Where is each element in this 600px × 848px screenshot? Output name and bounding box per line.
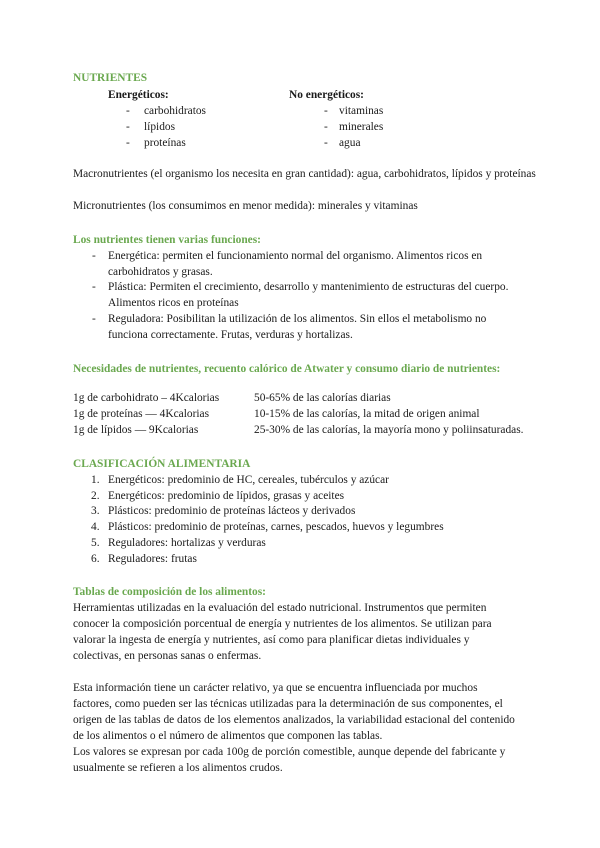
section-title-funciones: Los nutrientes tienen varias funciones: xyxy=(73,234,261,246)
section-title-tablas: Tablas de composición de los alimentos: xyxy=(73,586,266,598)
bullet: - xyxy=(92,313,96,325)
atwater-row-left: 1g de carbohidrato – 4Kcalorias xyxy=(73,392,220,404)
clasificacion-item: Plásticos: predominio de proteínas lácteos y derivados xyxy=(108,505,356,517)
funcion-item-line: Reguladora: Posibilitan la utilización de los alimentos. Sin ellos el metabolismo no xyxy=(108,313,487,325)
clasificacion-item: Energéticos: predominio de lípidos, grasas y aceites xyxy=(108,490,345,502)
list-number: 5. xyxy=(91,537,100,549)
list-number: 6. xyxy=(91,553,100,565)
list-item-no-energetico: vitaminas xyxy=(339,105,384,117)
funcion-item-line: funciona correctamente. Frutas, verduras y hortalizas. xyxy=(108,329,353,341)
paragraph-line: Esta información tiene un carácter relativo, ya que se encuentra influenciada por muchos xyxy=(73,682,478,694)
atwater-row-right: 10-15% de las calorías, la mitad de origen animal xyxy=(254,408,480,420)
no-energeticos-heading: No energéticos: xyxy=(289,89,364,101)
paragraph-line: conocer la composición porcentual de energía y nutrientes de los alimentos. Se utilizan para xyxy=(73,618,492,630)
paragraph-line: Los valores se expresan por cada 100g de porción comestible, aunque depende del fabricante y xyxy=(73,746,506,758)
bullet: - xyxy=(126,137,130,149)
paragraph-line: valorar la ingesta de energía y nutrientes, así como para planificar dietas individuales y xyxy=(73,634,470,646)
macronutrientes-text: Macronutrientes (el organismo los necesita en gran cantidad): agua, carbohidratos, lípidos y proteínas xyxy=(73,168,536,180)
list-number: 1. xyxy=(91,474,100,486)
list-number: 2. xyxy=(91,490,100,502)
clasificacion-item: Reguladores: frutas xyxy=(108,553,197,565)
list-item-energetico: carbohidratos xyxy=(144,105,206,117)
funcion-item-line: carbohidratos y grasas. xyxy=(108,266,213,278)
list-number: 3. xyxy=(91,505,100,517)
bullet: - xyxy=(126,105,130,117)
paragraph-line: de los alimentos o el número de alimentos que componen las tablas. xyxy=(73,730,383,742)
paragraph-line: Herramientas utilizadas en la evaluación del estado nutricional. Instrumentos que permiten xyxy=(73,602,487,614)
bullet: - xyxy=(92,281,96,293)
atwater-row-left: 1g de lípidos — 9Kcalorias xyxy=(73,424,199,436)
clasificacion-item: Plásticos: predominio de proteínas, carnes, pescados, huevos y legumbres xyxy=(108,521,444,533)
paragraph-line: usualmente se refieren a los alimentos crudos. xyxy=(73,762,283,774)
energeticos-heading: Energéticos: xyxy=(108,89,169,101)
bullet: - xyxy=(92,250,96,262)
bullet: - xyxy=(126,121,130,133)
list-number: 4. xyxy=(91,521,100,533)
clasificacion-item: Reguladores: hortalizas y verduras xyxy=(108,537,266,549)
atwater-row-left: 1g de proteínas — 4Kcalorias xyxy=(73,408,210,420)
bullet: - xyxy=(324,137,328,149)
section-title-nutrientes: NUTRIENTES xyxy=(73,72,148,84)
paragraph-line: origen de las tablas de datos de los elementos analizados, la variabilidad estacional del contenido xyxy=(73,714,515,726)
list-item-no-energetico: minerales xyxy=(339,121,384,133)
micronutrientes-text: Micronutrientes (los consumimos en menor medida): minerales y vitaminas xyxy=(73,200,418,212)
atwater-row-right: 25-30% de las calorías, la mayoría mono y poliinsaturadas. xyxy=(254,424,524,436)
list-item-energetico: lípidos xyxy=(144,121,176,133)
funcion-item-line: Energética: permiten el funcionamiento normal del organismo. Alimentos ricos en xyxy=(108,250,483,262)
paragraph-line: colectivas, en personas sanas o enfermas. xyxy=(73,650,262,662)
paragraph-line: factores, como pueden ser las técnicas utilizadas para la determinación de sus componentes, el xyxy=(73,698,503,710)
clasificacion-item: Energéticos: predominio de HC, cereales, tubérculos y azúcar xyxy=(108,474,389,486)
funcion-item-line: Plástica: Permiten el crecimiento, desarrollo y mantenimiento de estructuras del cuerpo. xyxy=(108,281,509,293)
bullet: - xyxy=(324,105,328,117)
atwater-row-right: 50-65% de las calorías diarias xyxy=(254,392,391,404)
funcion-item-line: Alimentos ricos en proteínas xyxy=(108,297,239,309)
section-title-necesidades: Necesidades de nutrientes, recuento calórico de Atwater y consumo diario de nutrientes: xyxy=(73,363,501,375)
list-item-no-energetico: agua xyxy=(339,137,361,149)
section-title-clasificacion: CLASIFICACIÓN ALIMENTARIA xyxy=(73,458,251,470)
bullet: - xyxy=(324,121,328,133)
list-item-energetico: proteínas xyxy=(144,137,186,149)
